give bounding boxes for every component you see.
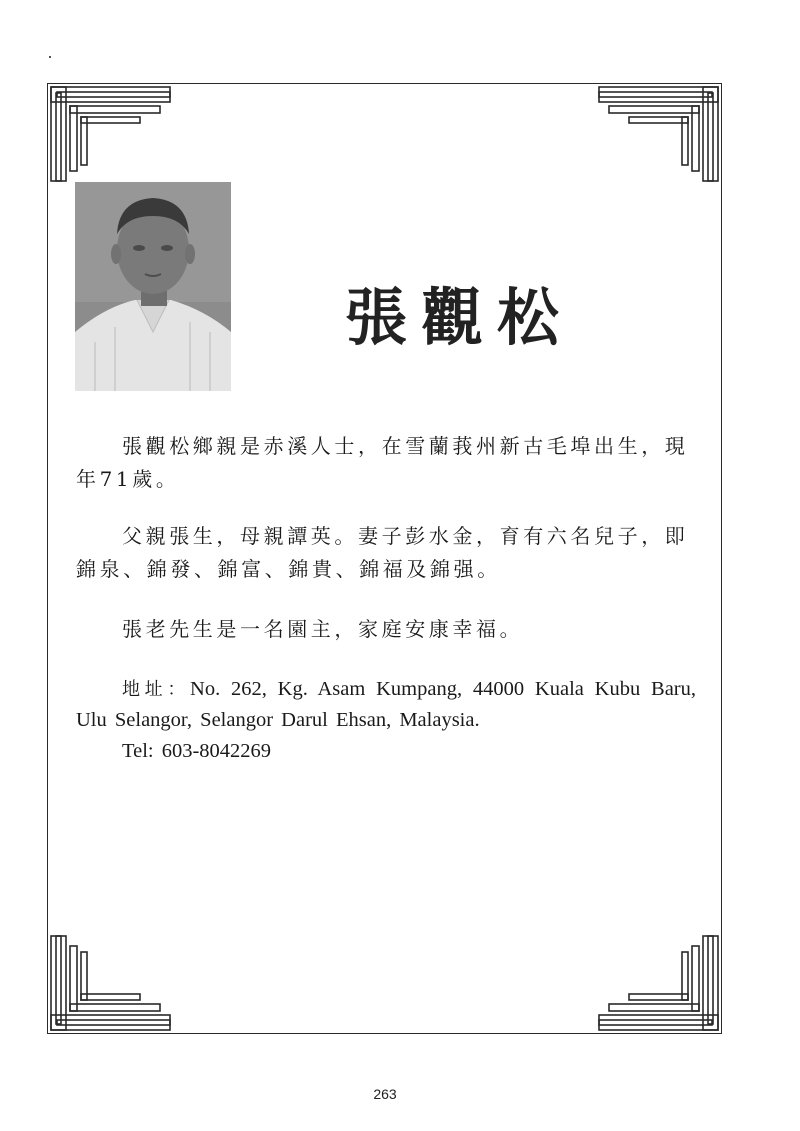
bio-paragraph: 張觀松鄉親是赤溪人士，在雪蘭莪州新古毛埠出生，現年71歲。 — [76, 434, 689, 491]
corner-ornament-icon — [48, 933, 173, 1033]
corner-ornament-icon — [596, 933, 721, 1033]
address — [76, 674, 696, 736]
scan-speck — [49, 56, 51, 58]
telephone: Tel: 603-8042269 — [122, 740, 272, 762]
address-text: No. 262, Kg. Asam Kumpang, 44000 Kuala Kubu Baru, Ulu Selangor, Selangor Darul Ehsan, Malaysia. — [76, 678, 696, 731]
page-number: 263 — [373, 1086, 397, 1102]
portrait-photo — [75, 182, 231, 391]
name-title: 張觀松 — [345, 281, 574, 354]
corner-ornament-icon — [596, 84, 721, 184]
corner-ornament-icon — [48, 84, 173, 184]
family-paragraph: 父親張生，母親譚英。妻子彭水金，育有六名兒子，即錦泉、錦發、錦富、錦貴、錦福及錦强。 — [76, 524, 689, 581]
occupation-paragraph: 張老先生是一名園主，家庭安康幸福。 — [122, 617, 524, 641]
address-label: 地址： — [122, 679, 191, 700]
